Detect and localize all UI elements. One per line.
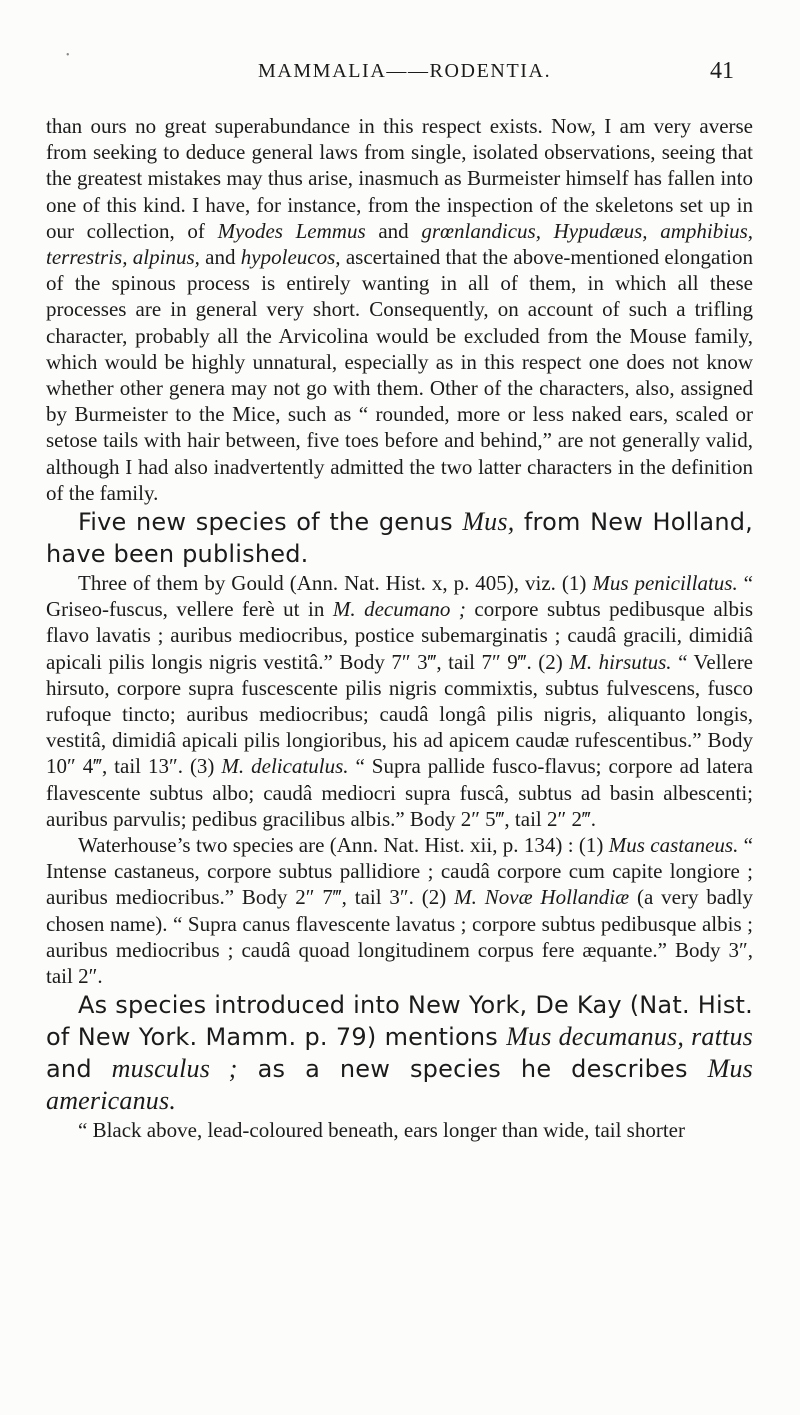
text: than ours no great superabundance in this respect exists. Now, I am very averse from seeking to deduce general laws from single, isolated observations, seeing that the greatest mistakes may thus arise, inasmuch as Burmeister himself has fallen into one of this kind. I have, for instance, from the inspection of the skeletons set up in our collection, of (46, 114, 753, 243)
text: and (365, 218, 422, 243)
text: from New Holland, have been published. (46, 508, 753, 569)
text: As species introduced into New York, De Kay (Nat. Hist. of New York. Mamm. p. 79) mentions (46, 991, 753, 1052)
text: “ Black above, lead-coloured beneath, ears longer than wide, tail shorter (78, 1118, 686, 1143)
paragraph-waterhouse (46, 832, 753, 989)
text: and (46, 1055, 112, 1084)
species-name: M. hirsutus. (569, 649, 672, 674)
text: “ Intense castaneus, corpore subtus pallidiore ; caudâ corpore cum capite longiore ; auribus mediocribus.” Body 2″ 7‴, tail 3″. (2) (46, 833, 753, 910)
paragraph-gould (46, 570, 753, 832)
species-name: grœnlandicus, Hypudæus, amphibius, terrestris, alpinus, (46, 218, 754, 270)
species-name: Mus castaneus. (608, 833, 739, 858)
genus-name: Mus, (462, 507, 515, 537)
species-name: Mus penicillatus. (592, 571, 738, 596)
paragraph-1 (46, 113, 753, 506)
text: Five new species of the genus (78, 508, 463, 537)
species-name: Mus decumanus, rattus (506, 1022, 753, 1052)
species-name: Mus americanus. (46, 1054, 754, 1116)
page-body (46, 113, 753, 1144)
text: Three of them by Gould (Ann. Nat. Hist. x, p. 405), viz. (1) (78, 571, 593, 596)
text: (a very badly chosen name). “ Supra canus flavescente lavatus ; corpore subtus pedibusque albis ; auribus mediocribus ; caudâ quoad longitudinem corpus fere æquante.” Body 3″, tail 2″. (46, 885, 753, 989)
species-name: Myodes Lemmus (217, 218, 366, 243)
text: ascertained that the above-mentioned elongation of the spinous process is entirely wanting in all of them, in which all these processes are in general very short. Consequently, on account of such a trifling character, probably all the Arvicolina would be excluded from the Mouse family, which would be highly unnatural, especially as in this respect one does not know whether other genera may not go with them. Other of the characters, also, assigned by Burmeister to the Mice, such as “ rounded, more or less naked ears, scaled or setose tails with hair between, five toes before and behind,” are not generally valid, although I had also inadvertently admitted the two latter characters in the definition of the family. (46, 245, 754, 505)
text: “ Vellere hirsuto, corpore supra fuscescente pilis nigris commixtis, subtus fulvescens, fusco rufoque tincto; auribus mediocribus; caudâ longâ pilis nigris, aliquanto longis, vestitâ, dimidiâ apicali pilis longioribus, his ad apicem caudæ rufescentibus.” Body 10″ 4‴, tail 13″. (3) (46, 649, 754, 779)
species-name: M. decumano ; (332, 597, 466, 622)
paragraph-description (46, 1117, 753, 1143)
text: as a new species he describes (237, 1055, 708, 1084)
page-header (0, 50, 800, 98)
running-head: MAMMALIA——RODENTIA. (258, 60, 552, 82)
species-name: hypoleucos, (240, 245, 341, 270)
text: Waterhouse’s two species are (Ann. Nat. Hist. xii, p. 134) : (1) (78, 833, 609, 858)
page-number: 41 (710, 58, 734, 84)
text: “ Supra pallide fusco-flavus; corpore ad latera flavescente subtus albo; caudâ mediocri supra fuscâ, subtus ad basin albescenti; auribus parvulis; pedibus gracilibus albis.” Body 2″ 5‴, tail 2″ 2‴. (46, 754, 753, 831)
margin-mark: • (66, 50, 70, 61)
text: and (199, 245, 241, 270)
species-name: M. delicatulus. (221, 754, 349, 779)
species-name: musculus ; (111, 1054, 238, 1084)
text: corpore subtus pedibusque albis flavo lavatis ; auribus mediocribus, postice subemarginatis ; caudâ gracili, dimidiâ apicali pilis longis nigris vestitâ.” Body 7″ 3‴, tail 7″ 9‴. (2) (46, 597, 753, 674)
text: “ Griseo-fuscus, vellere ferè ut in (46, 571, 754, 622)
section-heading-mus (46, 506, 753, 570)
section-heading-newyork (46, 989, 753, 1117)
species-name: M. Novæ Hollandiæ (454, 885, 630, 910)
